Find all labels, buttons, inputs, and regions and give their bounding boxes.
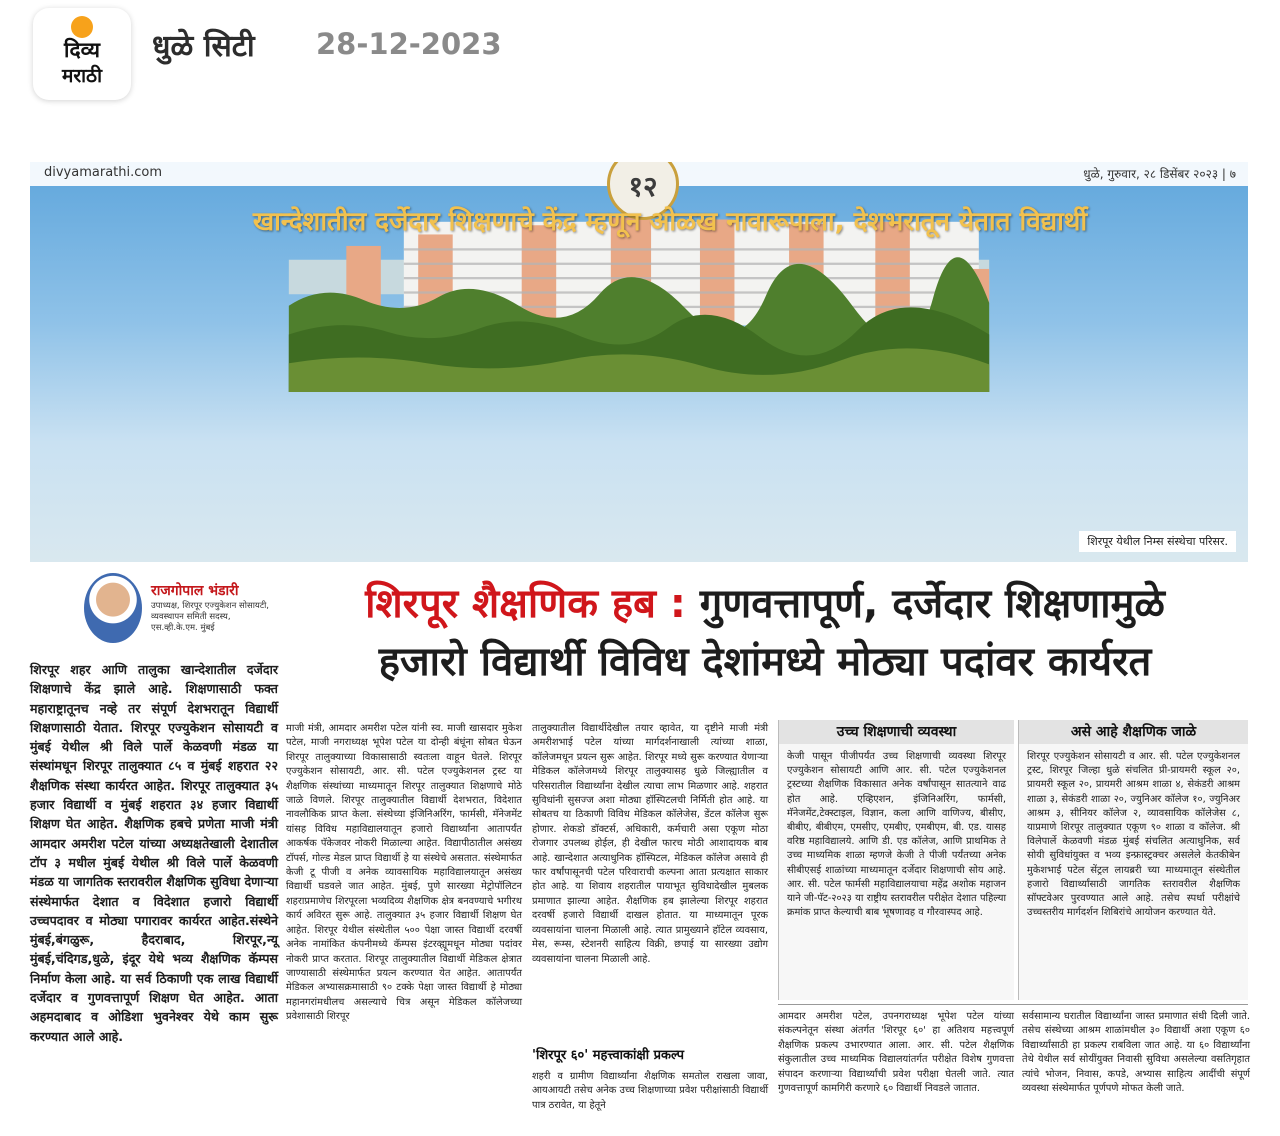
education-network-body: शिरपूर एज्युकेशन सोसायटी व आर. सी. पटेल एज्युकेशनल ट्रस्ट, शिरपूर जिल्हा धुळे संचलित प्री-प्रायमरी स्कूल २०, प्रायमरी स्कूल २०, प्रायमरी आश्रम शाळा ४, सेकंडरी आश्रम शाळा ३, सेकंडरी शाळा २०, ज्युनिअर कॉलेज १०, ज्युनिअर आश्रम ३, सीनियर कॉलेज २, व्यावसायिक कॉलेजेस ८, याप्रमाणे शिरपूर तालुक्यात एकूण ९० शाळा व कॉलेज. श्री विलेपार्ले केळवणी मंडळ मुंबई संचलित अत्याधुनिक, सर्व सोयी सुविधांयुक्त व भव्य इन्फ्रास्ट्रक्चर असलेले केतकीबेन मुकेशभाई पटेल सेंट्रल लायब्ररी च्या माध्यमातून संस्थेतील हजारो विद्यार्थ्यांसाठी जागतिक स्तरावरील शैक्षणिक सॉफ्टवेअर पुरवण्यात आले आहे. तसेच स्पर्धा परीक्षांचे उच्चस्तरीय मार्गदर्शन शिबिरांचे आयोजन करण्यात येते. [1027, 751, 1240, 919]
website-label: divyamarathi.com [44, 165, 163, 180]
headline-line1: गुणवत्तापूर्ण, दर्जेदार शिक्षणामुळे [685, 581, 1165, 627]
article-column-5: सर्वसामान्य घरातील विद्यार्थ्यांना जास्त प्रमाणात संधी दिली जाते. तसेच संस्थेच्या आश्रम शाळांमधील ३० विद्यार्थी अशा एकूण ६० विद्यार्थ्यांसाठी हा प्रकल्प राबविला जात आहे. या ६० विद्यार्थ्यांना तेथे येथील सर्व सोयींयुक्त निवासी सुविधा असलेल्या वसतिगृहात त्यांचे भोजन, निवास, कपडे, अभ्यास साहित्य आदींची संपूर्ण व्यवस्था संस्थेमार्फत पूर्णपणे मोफत केली जाते. [1022, 1011, 1250, 1095]
anniversary-number: १२ [628, 170, 658, 203]
sun-icon [71, 16, 93, 38]
logo-line1: दिव्य [64, 38, 100, 62]
photo-caption: शिरपूर येथील निम्स संस्थेचा परिसर. [1079, 531, 1236, 552]
article-column-3-continued: शहरी व ग्रामीण विद्यार्थ्यांना शैक्षणिक समतोल राखला जावा, आयआयटी तसेच अनेक उच्च शिक्षणाच्या प्रवेश परीक्षांसाठी विद्यार्थी पात्र ठरावेत, या हेतूने [532, 1071, 768, 1111]
article-lead-column: शिरपूर शहर आणि तालुका खान्देशातील दर्जेदार शिक्षणाचे केंद्र झाले आहे. शिक्षणासाठी फक्त महाराष्ट्रातूनच नव्हे तर संपूर्ण देशभरातून विद्यार्थी शिक्षणासाठी येतात. शिरपूर एज्युकेशन सोसायटी व मुंबई येथील श्री विले पार्ले केळवणी मंडळ या संस्थांमधून शिरपूर तालुक्यात ८५ व मुंबई शहरात २२ शैक्षणिक संस्था कार्यरत आहेत. शिरपूर तालुक्यात ३५ हजार विद्यार्थी व मुंबई शहरात ३४ हजार विद्यार्थी शिक्षण घेत आहेत. शैक्षणिक हबचे प्रणेता माजी मंत्री आमदार अमरीश पटेल यांच्या अध्यक्षतेखाली देशातील टॉप ३ मधील मुंबई येथील श्री विले पार्ले केळवणी मंडळ या जागतिक स्तरावरील शैक्षणिक सुविधा देणाऱ्या संस्थेमार्फत देशात व विदेशात हजारो विद्यार्थी उच्चपदावर व मोठ्या पगारावर कार्यरत आहेत.संस्थेने मुंबई,बंगळुरू, हैदराबाद, शिरपूर,न्यू मुंबई,चंदिगड,धुळे, इंदूर येथे भव्य शैक्षणिक कॅम्पस निर्माण केला आहे. या सर्व ठिकाणी एक लाख विद्यार्थी दर्जेदार व गुणवत्तापूर्ण शिक्षण घेत आहेत. आता अहमदाबाद व ओडिशा भुवनेश्वर येथे काम सुरू करण्यात आले आहे. [30, 662, 278, 1044]
article-column-2: माजी मंत्री, आमदार अमरीश पटेल यांनी स्व. माजी खासदार मुकेश पटेल, माजी नगराध्यक्ष भूपेश पटेल या दोन्ही बंधूंना सोबत घेऊन शिरपूर तालुक्याच्या विकासासाठी स्वतःला वाहून घेतले. शिरपूर एज्युकेशन सोसायटी, आर. सी. पटेल एज्युकेशनल ट्रस्ट या शैक्षणिक संस्थांच्या माध्यमातून शिरपूर तालुक्यात शिक्षणाचे मोठे जाळे विणले. शिरपूर तालुक्यातील विद्यार्थी देशभरात, विदेशात नावलौकिक प्राप्त केला. संस्थेच्या इंजिनिअरिंग, फार्मसी, मॅनेजमेंट यांसह विविध महाविद्यालयातून हजारो विद्यार्थ्यांना आतापर्यंत आकर्षक पॅकेजवर नोकरी मिळाल्या आहेत. विद्यापीठातील असंख्य टॉपर्स, गोल्ड मेडल प्राप्त विद्यार्थी हे या संस्थेचे असतात. संस्थेमार्फत केजी टू पीजी व अनेक व्यावसायिक महाविद्यालयातून असंख्य विद्यार्थी घडवले जात आहेत. मुंबई, पुणे सारख्या मेट्रोपॉलिटन शहराप्रमाणेच शिरपूरला भव्यदिव्य शैक्षणिक क्षेत्र बनवण्याचे भगीरथ कार्य अविरत सुरू आहे. तालुक्यात ३५ हजार विद्यार्थी शिक्षण घेत आहेत. शिरपूर येथील संस्थेतील ५०० पेक्षा जास्त विद्यार्थी दरवर्षी अनेक नामांकित कंपनीमध्ये कॅम्पस इंटरव्ह्यूमधून मोठ्या पदांवर नोकरी प्राप्त करतात. शिरपूर तालुक्यातील विद्यार्थी मेडिकल क्षेत्रात जाण्यासाठी संस्थेमार्फत प्रयत्न करण्यात येत आहेत. आतापर्यंत मेडिकल अभ्यासक्रमासाठी ९० टक्के पेक्षा जास्त विद्यार्थी हे मोठ्या महानगरांमधीलच असल्याचे चित्र असून मेडिकल कॉलेजच्या प्रवेशासाठी शिरपूर [286, 723, 522, 1023]
higher-education-body: केजी पासून पीजीपर्यंत उच्च शिक्षणाची व्यवस्था शिरपूर एज्युकेशन सोसायटी आणि आर. सी. पटेल एज्युकेशनल ट्रस्टच्या शैक्षणिक विकासात अनेक वर्षांपासून सातत्याने वाढ होत आहे. एव्हिएशन, इंजिनिअरिंग, फार्मसी, मॅनेजमेंट,टेक्स्टाइल, विज्ञान, कला आणि वाणिज्य, बीसीए, बीबीए, बीबीएम, एमसीए, एमबीए, एमबीएम, बी. एड. यासह वरिष्ठ महाविद्यालये. आणि डी. एड कॉलेज, आणि प्राथमिक ते उच्च माध्यमिक शाळा म्हणजे केजी ते पीजी पर्यंतच्या अनेक सीबीएसई शाळांच्या माध्यमातून दर्जेदार शिक्षणाची सोय आहे. आर. सी. पटेल फार्मसी महाविद्यालयाचा महेंद्र अशोक महाजन याने जी-पॅट-२०२३ या राष्ट्रीय स्तरावरील परीक्षेत देशात पहिल्या क्रमांक प्राप्त केल्याची बाब भूषणावह व गौरवास्पद आहे. [787, 751, 1006, 919]
app-header [0, 0, 1280, 132]
photo-headline: खान्देशातील दर्जेदार शिक्षणाचे केंद्र म्हणून ओळख नावारूपाला, देशभरातून येतात विद्यार्थी [252, 207, 1088, 237]
higher-education-box [778, 720, 1014, 1000]
main-headline [290, 575, 1240, 691]
headline-line2: हजारो विद्यार्थी विविध देशांमध्ये मोठ्या पदांवर कार्यरत [378, 639, 1152, 685]
education-network-title: असे आहे शैक्षणिक जाळे [1019, 720, 1248, 744]
author-name: राजगोपाल भंडारी [151, 583, 239, 599]
education-network-box [1018, 720, 1248, 1000]
author-avatar [84, 573, 142, 643]
edition-name[interactable]: धुळे सिटी [152, 29, 255, 64]
campus-photo [30, 162, 1248, 562]
logo-line2: मराठी [61, 65, 102, 87]
divya-marathi-logo[interactable] [33, 8, 131, 100]
divider [778, 1004, 1248, 1005]
author-byline [58, 565, 280, 657]
edition-date[interactable]: 28-12-2023 [316, 27, 502, 61]
column-3-subheading: 'शिरपूर ६०' महत्त्वाकांक्षी प्रकल्प [532, 1048, 684, 1063]
author-role: उपाध्यक्ष, शिरपूर एज्युकेशन सोसायटी, व्यवस्थापन समिती सदस्य, एस.व्ही.के.एम. मुंबई [151, 601, 270, 633]
article-column-3: तालुक्यातील विद्यार्थीदेखील तयार व्हावेत, या दृष्टीने माजी मंत्री अमरीशभाई पटेल यांच्या मार्गदर्शनाखाली त्यांच्या शाळा, कॉलेजमधून प्रयत्न सुरू आहेत. शिरपूर मध्ये सुरू करण्यात येणाऱ्या मेडिकल कॉलेजमध्ये शिरपूर तालुक्यासह धुळे जिल्ह्यातील व परिसरातील विद्यार्थ्यांना देखील त्याचा लाभ मिळणार आहे. शहरात सुविधांनी सुसज्ज अशा मोठ्या हॉस्पिटलची निर्मिती होत आहे. या सोबतच या ठिकाणी विविध मेडिकल कॉलेजेस, डेंटल कॉलेज सुरू होणार. शेकडो डॉक्टर्स, अधिकारी, कर्मचारी असा एकूण मोठा रोजगार उपलब्ध होईल, ही देखील फारच मोठी आशादायक बाब आहे. खान्देशात अत्याधुनिक हॉस्पिटल, मेडिकल कॉलेज असावे ही फार वर्षांपासूनची पटेल परिवाराची कल्पना आता प्रत्यक्षात साकार होत आहे. या शिवाय शहरातील पायाभूत सुविधादेखील मुबलक प्रमाणात झाल्या आहेत. शैक्षणिक हब झालेल्या शिरपूर शहरात दरवर्षी हजारो विद्यार्थी दाखल होतात. या माध्यमातून पूरक व्यवसायांना चालना मिळाली आहे. त्यात प्रामुख्याने हॉटेल व्यवसाय, मेस, रूम्स, स्टेशनरी साहित्य विक्री, छपाई या सारख्या उद्योग व्यवसायांना चालना मिळाली आहे. [532, 723, 768, 965]
issue-date-line: धुळे, गुरुवार, २८ डिसेंबर २०२३ | ७ [1083, 167, 1236, 181]
article-column-4: आमदार अमरीश पटेल, उपनगराध्यक्ष भूपेश पटेल यांच्या संकल्पनेतून संस्था अंतर्गत 'शिरपूर ६०' हा अतिशय महत्त्वपूर्ण शैक्षणिक प्रकल्प उभारण्यात आला. आर. सी. पटेल शैक्षणिक संकुलातील उच्च माध्यमिक विद्यालयांतर्गत परीक्षेत विशेष गुणवत्ता संपादन करणाऱ्या विद्यार्थ्यांची प्रवेश परीक्षा घेतली जाते. त्यात गुणवत्तापूर्ण कामगिरी करणारे ६० विद्यार्थी निवडले जातात. [778, 1011, 1014, 1095]
higher-education-title: उच्च शिक्षणाची व्यवस्था [779, 720, 1014, 744]
headline-kicker: शिरपूर शैक्षणिक हब : [365, 581, 686, 627]
